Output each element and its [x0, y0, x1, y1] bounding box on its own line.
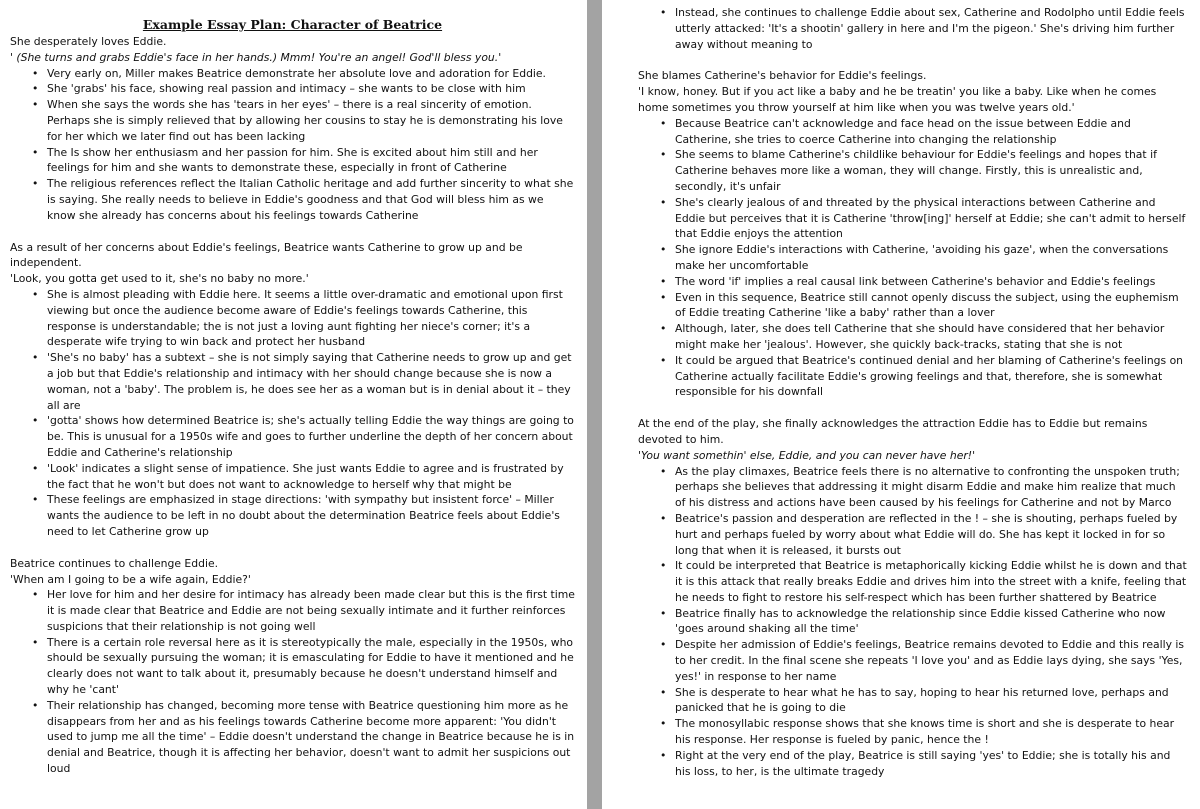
- section-quote: 'When am I going to be a wife again, Eddie?': [10, 572, 251, 586]
- section-intro: As a result of her concerns about Eddie's feelings, Beatrice wants Catherine to grow up and be independent.: [10, 240, 523, 270]
- list-item: • When she says the words she has 'tears in her eyes' – there is a real sincerity of emotion. Perhaps she is simply relieved that by allowing her cousins to stay he is demonstrating his love for her which we later find out has been lacking: [10, 97, 575, 144]
- list-item: • The word 'if' implies a real causal link between Catherine's behavior and Eddie's feelings: [638, 274, 1188, 290]
- section-continued: [638, 5, 1188, 52]
- list-item: • She's clearly jealous of and threated by the physical interactions between Catherine and Eddie but perceives that it is Catherine 'throw[ing]' herself at Eddie; she can't admit to herself that Eddie enjoys the attention: [638, 195, 1188, 242]
- section-intro: She desperately loves Eddie.: [10, 35, 167, 48]
- section-love: [10, 34, 575, 224]
- section-intro: She blames Catherine's behavior for Eddie's feelings.: [638, 69, 927, 83]
- bullet-list: [638, 5, 1188, 52]
- list-item: • The religious references reflect the Italian Catholic heritage and add further sincerity to what she is saying. She really needs to believe in Eddie's goodness and that God will bless him as we know she already has concerns about his feelings towards Catherine: [10, 176, 575, 223]
- list-item: • Because Beatrice can't acknowledge and face head on the issue between Eddie and Catherine, she tries to coerce Catherine into changing the relationship: [638, 116, 1188, 148]
- section-end-of-play: [638, 416, 1188, 779]
- bullet-list: [10, 287, 575, 540]
- list-item: • Very early on, Miller makes Beatrice demonstrate her absolute love and adoration for Eddie.: [10, 66, 575, 82]
- list-item: • Instead, she continues to challenge Eddie about sex, Catherine and Rodolpho until Eddie feels utterly attacked: 'It's a shootin' gallery in here and I'm the pigeon.' She's driving him further away without meaning to: [638, 5, 1188, 52]
- list-item: • She ignore Eddie's interactions with Catherine, 'avoiding his gaze', when the conversations make her uncomfortable: [638, 242, 1188, 274]
- list-item: • These feelings are emphasized in stage directions: 'with sympathy but insistent force' – Miller wants the audience to be left in no doubt about the determination Beatrice feels about Eddie's need to let Catherine grow up: [10, 492, 575, 539]
- list-item: • Beatrice's passion and desperation are reflected in the ! – she is shouting, perhaps fueled by hurt and perhaps fueled by worry about what Eddie will do. She has kept it locked in for so long that when it is released, it bursts out: [638, 511, 1188, 558]
- bullet-list: [638, 464, 1188, 780]
- list-item: • She 'grabs' his face, showing real passion and intimacy – she wants to be close with him: [10, 81, 575, 97]
- bullet-list: [10, 66, 575, 224]
- list-item: • She is desperate to hear what he has to say, hoping to hear his returned love, perhaps and panicked that he is going to die: [638, 685, 1188, 717]
- list-item: • Despite her admission of Eddie's feelings, Beatrice remains devoted to Eddie and this really is to her credit. In the final scene she repeats 'I love you' and as Eddie lays dying, she says 'Yes, yes!' in response to her name: [638, 637, 1188, 684]
- page-title: Example Essay Plan: Character of Beatrice: [142, 17, 443, 32]
- section-intro: At the end of the play, she finally acknowledges the attraction Eddie has to Eddie but remains devoted to him.: [638, 417, 1148, 446]
- section-intro: Beatrice continues to challenge Eddie.: [10, 556, 219, 570]
- list-item: • There is a certain role reversal here as it is stereotypically the male, especially in the 1950s, who should be sexually pursuing the woman; it is emasculating for Eddie to have it mentioned and he clearly does not want to talk about it, presumably because he doesn't understand himself and why he 'cant': [10, 635, 575, 698]
- list-item: • Beatrice finally has to acknowledge the relationship since Eddie kissed Catherine who now 'goes around shaking all the time': [638, 606, 1188, 638]
- list-item: • Right at the very end of the play, Beatrice is still saying 'yes' to Eddie; she is totally his and his loss, to her, is the ultimate tragedy: [638, 748, 1188, 780]
- page-divider: [587, 0, 602, 809]
- section-challenge: [10, 556, 575, 777]
- list-item: • 'Look' indicates a slight sense of impatience. She just wants Eddie to agree and is frustrated by the fact that he won't but does not want to acknowledge to herself why that might be: [10, 461, 575, 493]
- list-item: • The monosyllabic response shows that she knows time is short and she is desperate to hear his response. Her response is fueled by panic, hence the !: [638, 716, 1188, 748]
- list-item: • 'gotta' shows how determined Beatrice is; she's actually telling Eddie the way things are going to be. This is unusual for a 1950s wife and goes to further underline the depth of her concern about Eddie and Catherine's relationship: [10, 413, 575, 460]
- section-quote: ' (She turns and grabs Eddie's face in her hands.) Mmm! You're an angel! God'll bless you.': [10, 50, 502, 64]
- list-item: • 'She's no baby' has a subtext – she is not simply saying that Catherine needs to grow up and get a job but that Eddie's relationship and intimacy with her should change because she is now a woman, not a 'baby'. The problem is, he does see her as a woman but is in denial about it – they all are: [10, 350, 575, 413]
- left-page: [0, 0, 583, 809]
- section-blames-catherine: [638, 68, 1188, 400]
- section-quote: 'You want somethin' else, Eddie, and you can never have her!': [638, 448, 976, 462]
- section-grow-up: [10, 240, 575, 540]
- list-item: • It could be argued that Beatrice's continued denial and her blaming of Catherine's feelings on Catherine actually facilitate Eddie's growing feelings and that, therefore, she is somewhat responsible for his downfall: [638, 353, 1188, 400]
- list-item: • Even in this sequence, Beatrice still cannot openly discuss the subject, using the euphemism of Eddie treating Catherine 'like a baby' rather than a lover: [638, 290, 1188, 322]
- bullet-list: [10, 587, 575, 777]
- list-item: • She seems to blame Catherine's childlike behaviour for Eddie's feelings and hopes that if Catherine behaves more like a woman, they will change. Firstly, this is unrealistic and, secondly, it's unfair: [638, 147, 1188, 194]
- section-quote: 'I know, honey. But if you act like a baby and he be treatin' you like a baby. Like when he comes home sometimes you throw yourself at him like when you was twelve years old.': [638, 85, 1157, 114]
- right-page: [605, 0, 1200, 809]
- list-item: • It could be interpreted that Beatrice is metaphorically kicking Eddie whilst he is down and that it is this attack that really breaks Eddie and drives him into the street with a knife, feeling that he needs to fight to restore his self-respect which has been further shattered by Beatrice: [638, 558, 1188, 605]
- bullet-list: [638, 116, 1188, 400]
- section-quote: 'Look, you gotta get used to it, she's no baby no more.': [10, 272, 309, 286]
- list-item: • Although, later, she does tell Catherine that she should have considered that her behavior might make her 'jealous'. However, she quickly back-tracks, stating that she is not: [638, 321, 1188, 353]
- list-item: • She is almost pleading with Eddie here. It seems a little over-dramatic and emotional upon first viewing but once the audience become aware of Eddie's feelings towards Catherine, this response is understandable; the is not just a loving aunt fighting her niece's corner; it's a desperate wife trying to win back and protect her husband: [10, 287, 575, 350]
- list-item: • Their relationship has changed, becoming more tense with Beatrice questioning him more as he disappears from her and as his feelings towards Catherine become more apparent: 'You didn't used to jump me all the time' – Eddie doesn't understand the change in Beatrice because he is in denial and Beatrice, though it is affecting her behavior, doesn't want to admit her suspicions out loud: [10, 698, 575, 777]
- list-item: • Her love for him and her desire for intimacy has already been made clear but this is the first time it is made clear that Beatrice and Eddie are not being sexually intimate and it further reinforces suspicions that their relationship is not going well: [10, 587, 575, 634]
- list-item: • The Is show her enthusiasm and her passion for him. She is excited about him still and her feelings for him and she wants to demonstrate these, especially in front of Catherine: [10, 145, 575, 177]
- list-item: • As the play climaxes, Beatrice feels there is no alternative to confronting the unspoken truth; perhaps she believes that addressing it might disarm Eddie and make him realize that much of his distress and actions have been caused by his feelings for Catherine and not by Marco: [638, 464, 1188, 511]
